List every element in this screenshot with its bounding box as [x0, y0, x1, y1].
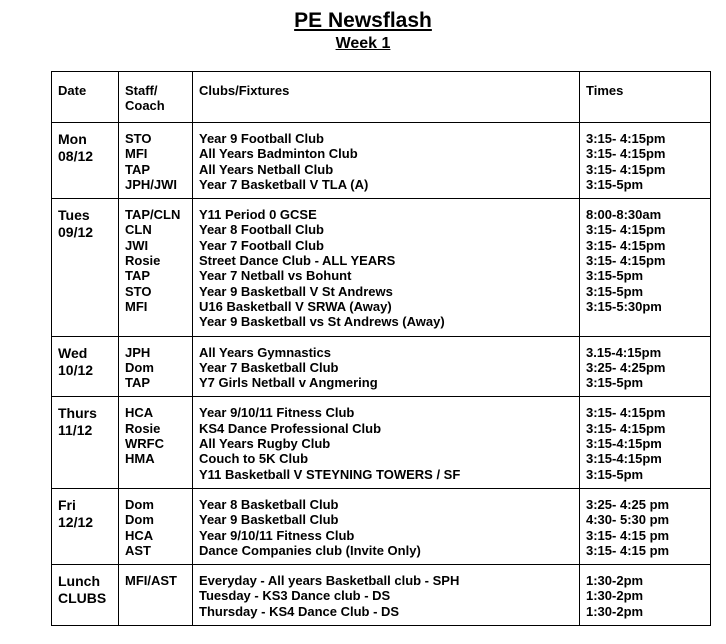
clubs-line: Thursday - KS4 Dance Club - DS — [199, 603, 400, 619]
staff-cell — [119, 336, 193, 397]
staff-line: TAP — [125, 161, 151, 177]
times-cell — [580, 123, 711, 199]
clubs-line: All Years Gymnastics — [199, 344, 332, 360]
clubs-line: Year 9 Basketball Club — [199, 512, 339, 528]
table-row — [52, 397, 711, 488]
staff-cell — [119, 565, 193, 626]
clubs-line: Year 9/10/11 Fitness Club — [199, 527, 355, 543]
staff-line: MFI — [125, 146, 148, 162]
times-cell — [580, 336, 711, 397]
date-cell — [52, 336, 119, 397]
date-cell — [52, 199, 119, 336]
clubs-cell — [193, 336, 580, 397]
times-cell — [580, 565, 711, 626]
clubs-cell — [193, 565, 580, 626]
times-line: 3:15- 4:15 pm — [586, 527, 670, 543]
date-cell — [52, 488, 119, 564]
clubs-line: Dance Companies club (Invite Only) — [199, 542, 421, 558]
clubs-line: Year 8 Basketball Club — [199, 496, 339, 512]
times-line: 3:15-4:15pm — [586, 436, 662, 452]
clubs-line: Street Dance Club - ALL YEARS — [199, 253, 396, 269]
header-staff: Staff/ Coach — [119, 72, 193, 123]
header-date: Date — [52, 72, 119, 123]
table-row — [52, 123, 711, 199]
clubs-line: Y11 Basketball V STEYNING TOWERS / SF — [199, 466, 461, 482]
staff-line: Rosie — [125, 420, 161, 436]
staff-line: AST — [125, 542, 151, 558]
staff-line: STO — [125, 131, 152, 146]
times-line: 3:15- 4:15pm — [586, 253, 666, 269]
times-line: 3:15- 4:15pm — [586, 420, 666, 436]
date-line: 11/12 — [58, 422, 93, 439]
clubs-line: All Years Netball Club — [199, 161, 334, 177]
staff-line: STO — [125, 283, 152, 299]
times-line: 4:30- 5:30 pm — [586, 512, 670, 528]
schedule-table — [51, 71, 711, 626]
date-line: Lunch — [58, 573, 100, 590]
staff-line: HMA — [125, 451, 155, 467]
table-row — [52, 488, 711, 564]
staff-cell — [119, 397, 193, 488]
times-line: 3:15- 4:15pm — [586, 131, 666, 146]
staff-line: MFI — [125, 298, 148, 314]
staff-line: MFI/AST — [125, 573, 177, 589]
times-line: 3:15-5pm — [586, 176, 644, 192]
clubs-line: Year 9 Basketball V St Andrews — [199, 283, 393, 299]
clubs-cell — [193, 488, 580, 564]
clubs-line: Y11 Period 0 GCSE — [199, 207, 317, 223]
staff-cell — [119, 123, 193, 199]
date-cell — [52, 123, 119, 199]
table-body — [52, 123, 711, 626]
clubs-line: Year 7 Netball vs Bohunt — [199, 268, 352, 284]
times-line: 3:15-5:30pm — [586, 298, 662, 314]
clubs-cell — [193, 397, 580, 488]
times-cell — [580, 397, 711, 488]
clubs-line: KS4 Dance Professional Club — [199, 420, 382, 436]
staff-line: HCA — [125, 527, 154, 543]
clubs-line: Year 7 Basketball Club — [199, 359, 339, 375]
staff-line: Dom — [125, 496, 154, 512]
staff-line: CLN — [125, 222, 152, 238]
header-clubs: Clubs/Fixtures — [193, 72, 580, 123]
times-line: 3:15-4:15pm — [586, 451, 662, 467]
times-line: 8:00-8:30am — [586, 207, 662, 223]
date-line: 12/12 — [58, 513, 94, 530]
table-row — [52, 565, 711, 626]
week-subtitle: Week 1 — [335, 35, 391, 52]
table-row — [52, 199, 711, 336]
clubs-line: Year 9 Football Club — [199, 131, 324, 146]
clubs-cell — [193, 199, 580, 336]
clubs-line: Tuesday - KS3 Dance club - DS — [199, 588, 391, 604]
date-line: Mon — [58, 131, 87, 147]
times-line: 3:25- 4:25pm — [586, 359, 666, 375]
clubs-line: Year 8 Football Club — [199, 222, 324, 238]
clubs-line: Couch to 5K Club — [199, 451, 309, 467]
times-cell — [580, 199, 711, 336]
header-row — [52, 72, 711, 123]
staff-line: Dom — [125, 359, 154, 375]
times-line: 3:15-5pm — [586, 466, 644, 482]
date-line: Tues — [58, 207, 90, 224]
times-line: 3:15- 4:15pm — [586, 222, 666, 238]
header-times: Times — [580, 72, 711, 123]
times-cell — [580, 488, 711, 564]
times-line: 1:30-2pm — [586, 603, 644, 619]
date-cell — [52, 565, 119, 626]
times-line: 3:25- 4:25 pm — [586, 496, 670, 512]
clubs-line: All Years Badminton Club — [199, 146, 358, 162]
clubs-line: Y7 Girls Netball v Angmering — [199, 375, 378, 391]
times-line: 3:15- 4:15pm — [586, 146, 666, 162]
staff-line: JPH/JWI — [125, 176, 178, 192]
times-line: 1:30-2pm — [586, 573, 644, 589]
clubs-line: Year 9 Basketball vs St Andrews (Away) — [199, 314, 445, 330]
clubs-line: All Years Rugby Club — [199, 436, 331, 452]
date-line: CLUBS — [58, 590, 107, 607]
staff-line: TAP/CLN — [125, 207, 181, 223]
times-line: 3:15- 4:15pm — [586, 237, 666, 253]
clubs-cell — [193, 123, 580, 199]
clubs-line: Year 7 Basketball V TLA (A) — [199, 176, 369, 192]
table-header — [52, 72, 711, 123]
staff-line: JPH — [125, 344, 151, 360]
date-line: Fri — [58, 496, 76, 513]
staff-line: JWI — [125, 237, 149, 253]
times-line: 3:15-5pm — [586, 375, 644, 391]
times-line: 3.15-4:15pm — [586, 344, 662, 360]
staff-line: TAP — [125, 268, 151, 284]
staff-cell — [119, 488, 193, 564]
staff-line: Dom — [125, 512, 154, 528]
date-line: 08/12 — [58, 148, 94, 164]
times-line: 3:15- 4:15 pm — [586, 542, 670, 558]
page-title: PE Newsflash — [294, 9, 432, 32]
staff-line: TAP — [125, 375, 151, 391]
table-row — [52, 336, 711, 397]
staff-line: WRFC — [125, 436, 164, 452]
date-line: Wed — [58, 344, 88, 361]
date-line: Thurs — [58, 405, 97, 422]
times-line: 3:15- 4:15pm — [586, 161, 666, 177]
clubs-line: Year 7 Football Club — [199, 237, 324, 253]
clubs-line: U16 Basketball V SRWA (Away) — [199, 298, 392, 314]
date-line: 10/12 — [58, 361, 94, 378]
date-cell — [52, 397, 119, 488]
clubs-line: Year 9/10/11 Fitness Club — [199, 405, 355, 421]
times-line: 3:15- 4:15pm — [586, 405, 666, 421]
staff-line: HCA — [125, 405, 154, 421]
times-line: 3:15-5pm — [586, 268, 644, 284]
staff-line: Rosie — [125, 253, 161, 269]
times-line: 1:30-2pm — [586, 588, 644, 604]
staff-cell — [119, 199, 193, 336]
date-line: 09/12 — [58, 224, 94, 241]
clubs-line: Everyday - All years Basketball club - SPH — [199, 573, 460, 589]
times-line: 3:15-5pm — [586, 283, 644, 299]
